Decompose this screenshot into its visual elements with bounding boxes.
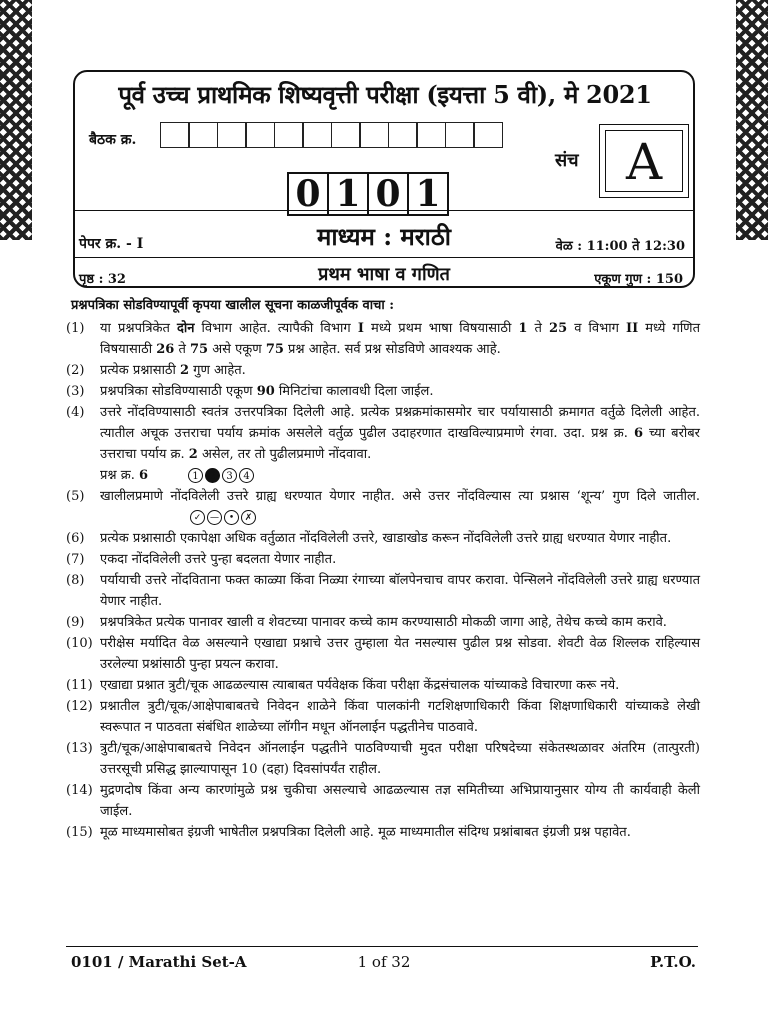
example-label: प्रश्न क्र.	[100, 468, 139, 483]
instruction-number: (1)	[66, 321, 85, 336]
header-divider	[75, 210, 693, 211]
example-answer	[100, 465, 700, 486]
instruction-number: (2)	[66, 363, 85, 378]
instruction-number: (12)	[66, 699, 93, 714]
medium-label: माध्यम : मराठी	[317, 222, 451, 251]
instruction-text: 6	[633, 426, 643, 441]
instruction-number: (10)	[66, 636, 93, 651]
instruction-text: प्रश्नातील त्रुटी/चूक/आक्षेपाबाबतचे निवेदन शाळेने किंवा पालकांनी गटशिक्षणाधिकारी किंवा शिक्षणाधिकारी यांच्याकडे लेखी स्वरूपात न पाठवता संबंधित शाळेच्या लॉगीन मधून ऑनलाईन पद्धतीनेच पाठवावे.	[100, 699, 700, 735]
instruction-item	[66, 486, 700, 528]
instruction-text: 2	[188, 447, 198, 462]
seat-number-cell	[302, 122, 332, 148]
footer-divider	[66, 946, 698, 947]
instruction-text: प्रत्येक प्रश्नासाठी	[100, 363, 180, 378]
invalid-mark-bubble: —	[207, 510, 222, 525]
exam-title: पूर्व उच्च प्राथमिक शिष्यवृत्ती परीक्षा (इयत्ता 5 वी), मे 2021	[118, 80, 652, 109]
instruction-number: (11)	[66, 678, 93, 693]
filled-bubble: 2	[205, 468, 220, 483]
instructions-list	[66, 318, 700, 843]
instruction-item	[66, 780, 700, 822]
instruction-item	[66, 402, 700, 486]
footer-page-number: 1 of 32	[357, 953, 411, 971]
instruction-text: खालीलप्रमाणे नोंदविलेली उत्तरे ग्राह्य धरण्यात येणार नाहीत. असे उत्तर नोंदविल्यास त्या प्रश्नास ‘शून्य’ गुण दिले जातील.	[100, 489, 700, 504]
footer-pto: P.T.O.	[650, 953, 696, 971]
instruction-text: मध्ये प्रथम भाषा विषयासाठी	[363, 321, 519, 336]
instruction-text: II	[625, 321, 639, 336]
instruction-number: (8)	[66, 573, 85, 588]
paper-code-digit: 0	[367, 172, 409, 216]
instruction-text: असे एकूण	[208, 342, 266, 357]
instruction-item	[66, 696, 700, 738]
correct-bubbles	[188, 468, 254, 483]
invalid-mark-bubble: •	[224, 510, 239, 525]
seat-number-cell	[445, 122, 475, 148]
instruction-number: (4)	[66, 405, 85, 420]
answer-bubble: 4	[239, 468, 254, 483]
set-value: A	[605, 130, 683, 192]
instruction-text: विभाग आहेत. त्यापैकी विभाग	[194, 321, 358, 336]
instruction-number: (6)	[66, 531, 85, 546]
instruction-text: मूळ माध्यमासोबत इंग्रजी भाषेतील प्रश्नपत्रिका दिलेली आहे. मूळ माध्यमातील संदिग्ध प्रश्नांबाबत इंग्रजी प्रश्न पहावेत.	[100, 825, 631, 840]
instruction-item	[66, 549, 700, 570]
instruction-text: 1	[518, 321, 528, 336]
instruction-text: मिनिटांचा कालावधी दिला जाईल.	[274, 384, 434, 399]
instruction-item	[66, 675, 700, 696]
instruction-text: उत्तरे नोंदविण्यासाठी स्वतंत्र उत्तरपत्रिका दिलेली आहे. प्रत्येक प्रश्नक्रमांकासमोर चार पर्यायासाठी क्रमागत वर्तुळे दिलेली आहेत. त्यातील अचूक उत्तराचा पर्याय क्रमांक असलेले वर्तुळ पुढील उदाहरणात दाखविल्याप्रमाणे रंगवा. उदा. प्रश्न क्र.	[100, 405, 700, 441]
instruction-item	[66, 570, 700, 612]
total-marks: एकूण गुण : 150	[594, 272, 683, 287]
seat-number-label: बैठक क्र.	[89, 132, 137, 148]
instruction-item	[66, 318, 700, 360]
instruction-text: असेल, तर तो पुढीलप्रमाणे नोंदवावा.	[197, 447, 372, 462]
instruction-text: 25	[549, 321, 568, 336]
instruction-text: मध्ये गणित विषयासाठी	[100, 321, 700, 357]
instruction-number: (15)	[66, 825, 93, 840]
set-box	[599, 124, 689, 198]
set-label: संच	[555, 150, 579, 171]
seat-number-cells	[161, 122, 503, 148]
invalid-mark-bubble: ✗	[241, 510, 256, 525]
instruction-text: गुण आहेत.	[189, 363, 246, 378]
invalid-bubbles	[190, 510, 256, 525]
subject-label: प्रथम भाषा व गणित	[318, 264, 450, 285]
instruction-item	[66, 528, 700, 549]
instruction-text: 2	[180, 363, 190, 378]
page-count: पृष्ठ : 32	[79, 272, 126, 287]
instruction-text: 26	[156, 342, 175, 357]
decorative-border-right	[736, 0, 768, 240]
seat-number-cell	[416, 122, 446, 148]
instruction-text: ते	[174, 342, 191, 357]
example-question-number: 6	[138, 468, 149, 483]
instruction-text: ते	[527, 321, 550, 336]
instruction-text: व विभाग	[567, 321, 626, 336]
instruction-text: एकदा नोंदविलेली उत्तरे पुन्हा बदलता येणार नाहीत.	[100, 552, 337, 567]
seat-number-cell	[473, 122, 503, 148]
instruction-text: I	[357, 321, 364, 336]
instruction-number: (14)	[66, 783, 93, 798]
answer-bubble: 1	[188, 468, 203, 483]
instruction-text: मुद्रणदोष किंवा अन्य कारणांमुळे प्रश्न चुकीचा असल्याचे आढळल्यास तज्ञ समितीच्या अभिप्रायानुसार योग्य ती कार्यवाही केली जाईल.	[100, 783, 700, 819]
instruction-text: प्रश्नपत्रिका सोडविण्यासाठी एकूण	[100, 384, 257, 399]
instruction-number: (7)	[66, 552, 85, 567]
exam-time: वेळ : 11:00 ते 12:30	[555, 239, 685, 254]
instruction-item	[66, 822, 700, 843]
instruction-text: त्रुटी/चूक/आक्षेपाबाबतचे निवेदन ऑनलाईन पद्धतीने पाठविण्याची मुदत परीक्षा परिषदेच्या संकेतस्थळावर अंतरिम (तात्पुरती) उत्तरसूची प्रसिद्ध झाल्यापासून 10 (दहा) दिवसांपर्यंत राहील.	[100, 741, 700, 777]
paper-number: पेपर क्र. - I	[79, 236, 144, 252]
instruction-text: पर्यायाची उत्तरे नोंदविताना फक्त काळ्या किंवा निळ्या रंगाच्या बॉलपेनचाच वापर करावा. पेन्सिलने नोंदविलेली उत्तरे ग्राह्य धरण्यात येणार नाहीत.	[100, 573, 700, 609]
instruction-text: परीक्षेस मर्यादित वेळ असल्याने एखाद्या प्रश्नाचे उत्तर तुम्हाला येत नसल्यास पुढील प्रश्न सोडवा. शेवटी वेळ शिल्लक राहिल्यास उरलेल्या प्रश्नांसाठी पुन्हा प्रयत्न करावा.	[100, 636, 700, 672]
seat-number-cell	[245, 122, 275, 148]
instruction-number: (13)	[66, 741, 93, 756]
instruction-text: 90	[256, 384, 275, 399]
seat-number-cell	[388, 122, 418, 148]
instruction-item	[66, 360, 700, 381]
answer-bubble: 3	[222, 468, 237, 483]
seat-number-cell	[188, 122, 218, 148]
instruction-item	[66, 738, 700, 780]
instruction-text: 75	[265, 342, 284, 357]
footer-paper-code: 0101 / Marathi Set-A	[71, 953, 247, 971]
instruction-text: प्रश्नपत्रिकेत प्रत्येक पानावर खाली व शेवटच्या पानावर कच्चे काम करण्यासाठी मोकळी जागा आहे, तेथेच कच्चे काम करावे.	[100, 615, 667, 630]
instruction-text: एखाद्या प्रश्नात त्रुटी/चूक आढळल्यास त्याबाबत पर्यवेक्षक किंवा परीक्षा केंद्रसंचालक यांच्याकडे विचारणा करू नये.	[100, 678, 620, 693]
paper-code-digit: 1	[407, 172, 449, 216]
instruction-text: च्या बरोबर उत्तराचा पर्याय क्र.	[100, 426, 700, 462]
instructions-heading: प्रश्नपत्रिका सोडविण्यापूर्वी कृपया खालील सूचना काळजीपूर्वक वाचा :	[71, 298, 395, 313]
seat-number-cell	[359, 122, 389, 148]
instruction-item	[66, 612, 700, 633]
decorative-border-left	[0, 0, 32, 240]
seat-number-cell	[217, 122, 247, 148]
instruction-text: प्रत्येक प्रश्नासाठी एकापेक्षा अधिक वर्तुळात नोंदविलेली उत्तरे, खाडाखोड करून नोंदविलेली उत्तरे ग्राह्य धरण्यात येणार नाहीत.	[100, 531, 672, 546]
instruction-text: 75	[190, 342, 209, 357]
instruction-item	[66, 633, 700, 675]
seat-number-cell	[160, 122, 190, 148]
invalid-mark-bubble: ✓	[190, 510, 205, 525]
instruction-number: (3)	[66, 384, 85, 399]
header-divider	[75, 257, 693, 258]
instruction-text: प्रश्न आहेत. सर्व प्रश्न सोडविणे आवश्यक आहे.	[283, 342, 501, 357]
paper-code-digit: 0	[287, 172, 329, 216]
instruction-number: (9)	[66, 615, 85, 630]
instruction-text: दोन	[176, 321, 195, 336]
instruction-item	[66, 381, 700, 402]
seat-number-cell	[274, 122, 304, 148]
exam-header-box	[73, 70, 695, 288]
instruction-text: या प्रश्नपत्रिकेत	[100, 321, 177, 336]
seat-number-cell	[331, 122, 361, 148]
instruction-number: (5)	[66, 489, 85, 504]
paper-code-digit: 1	[327, 172, 369, 216]
